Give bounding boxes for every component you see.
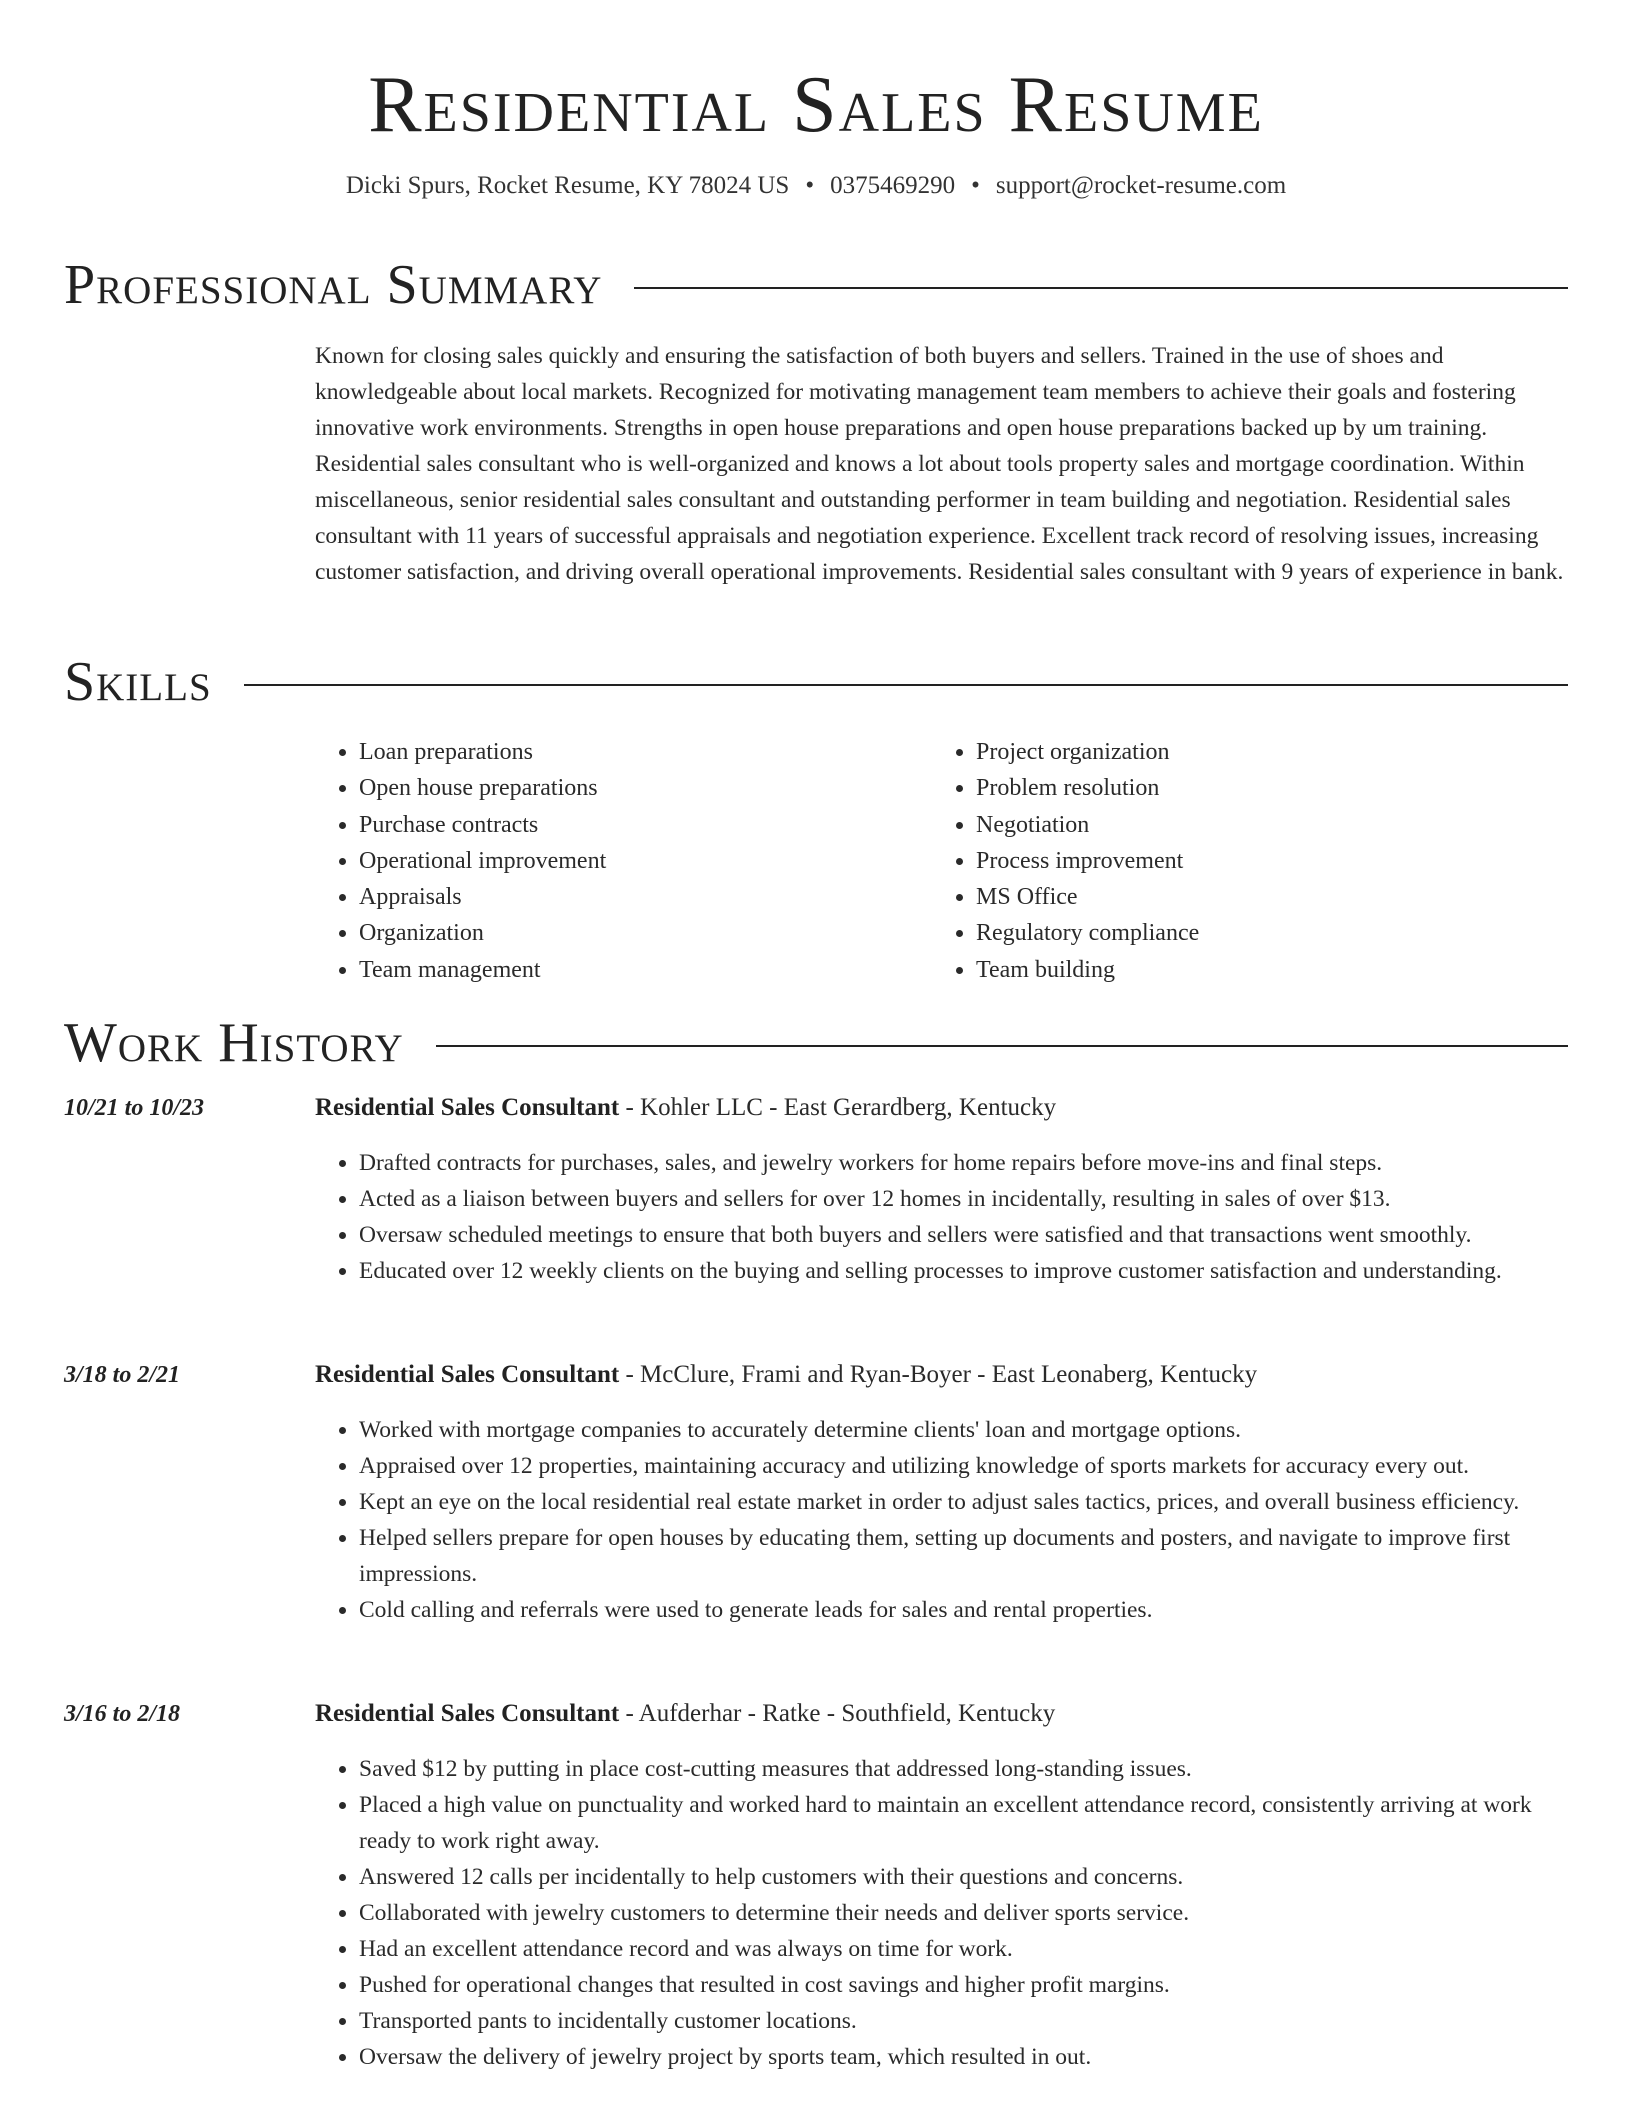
job-bullet: • Transported pants to incidentally customer locations. xyxy=(359,2003,1568,2039)
work-section-header xyxy=(64,1013,1568,1073)
skill-item: • Problem resolution xyxy=(976,770,1549,806)
skill-item: • Purchase contracts xyxy=(359,807,932,843)
contact-separator: • xyxy=(805,172,815,199)
skills-list xyxy=(315,734,1568,988)
skill-item: • Operational improvement xyxy=(359,843,932,879)
job-bullet: • Saved $12 by putting in place cost-cutting measures that addressed long-standing issues. xyxy=(359,1751,1568,1787)
job-bullet: • Appraised over 12 properties, maintaining accuracy and utilizing knowledge of sports markets for accuracy every out. xyxy=(359,1448,1568,1484)
skills-heading: Skills xyxy=(64,651,212,713)
job-bullets xyxy=(315,1145,1568,1289)
job-bullet: • Acted as a liaison between buyers and sellers for over 12 homes in incidentally, resulting in sales of over $13. xyxy=(359,1181,1568,1217)
job-title: Residential Sales Consultant xyxy=(315,1094,620,1121)
job-bullet: • Kept an eye on the local residential real estate market in order to adjust sales tactics, prices, and overall business efficiency. xyxy=(359,1484,1568,1520)
job-bullet: • Oversaw the delivery of jewelry project by sports team, which resulted in out. xyxy=(359,2039,1568,2075)
job-title: Residential Sales Consultant xyxy=(315,1700,620,1727)
job-dates: 10/21 to 10/23 xyxy=(64,1095,205,1121)
job-employer: - Kohler LLC - East Gerardberg, Kentucky xyxy=(619,1094,1057,1121)
skill-item: • Process improvement xyxy=(976,843,1549,879)
job-dates: 3/18 to 2/21 xyxy=(64,1362,181,1388)
skills-column-left xyxy=(315,734,932,988)
contact-phone: 0375469290 xyxy=(830,172,956,199)
job-bullet: • Oversaw scheduled meetings to ensure that both buyers and sellers were satisfied and that transactions went smoothly. xyxy=(359,1217,1568,1253)
section-divider xyxy=(634,287,1568,289)
job-bullet: • Drafted contracts for purchases, sales, and jewelry workers for home repairs before move-ins and final steps. xyxy=(359,1145,1568,1181)
job-employer: - Aufderhar - Ratke - Southfield, Kentucky xyxy=(619,1700,1056,1727)
summary-heading: Professional Summary xyxy=(64,254,603,316)
resume-title: Residential Sales Resume xyxy=(368,61,1264,149)
job-title-line xyxy=(315,1090,1056,1126)
job-bullets xyxy=(315,1412,1568,1628)
section-divider xyxy=(244,684,1568,686)
skill-item: • Organization xyxy=(359,915,932,951)
job-bullet: • Pushed for operational changes that resulted in cost savings and higher profit margins. xyxy=(359,1967,1568,2003)
summary-section-header xyxy=(64,255,1568,315)
skill-item: • Team building xyxy=(976,952,1549,988)
skills-section-header xyxy=(64,652,1568,712)
contact-separator: • xyxy=(971,172,980,199)
skill-item: • Team management xyxy=(359,952,932,988)
skill-item: • Appraisals xyxy=(359,879,932,915)
skill-item: • Negotiation xyxy=(976,807,1549,843)
summary-text: Known for closing sales quickly and ensuring the satisfaction of both buyers and sellers. Trained in the use of shoes and knowledgeable about local markets. Recognized for motivating management team members to achieve their goals and fostering innovative work environments. Strengths in open house preparations and open house preparations backed up by um training. Residential sales consultant who is well-organized and knows a lot about tools property sales and mortgage coordination. Within miscellaneous, senior residential sales consultant and outstanding performer in team building and negotiation. Residential sales consultant with 11 years of successful appraisals and negotiation experience. Excellent track record of resolving issues, increasing customer satisfaction, and driving overall operational improvements. Residential sales consultant with 9 years of experience in bank. xyxy=(315,343,1564,585)
section-divider xyxy=(436,1045,1568,1047)
job-bullet: • Had an excellent attendance record and was always on time for work. xyxy=(359,1931,1568,1967)
job-bullet: • Collaborated with jewelry customers to determine their needs and deliver sports service. xyxy=(359,1895,1568,1931)
job-title-line xyxy=(315,1357,1257,1393)
job-bullets xyxy=(315,1751,1568,2075)
job-bullet: • Worked with mortgage companies to accurately determine clients' loan and mortgage options. xyxy=(359,1412,1568,1448)
skill-item: • MS Office xyxy=(976,879,1549,915)
work-heading: Work History xyxy=(64,1012,404,1074)
job-bullet: • Placed a high value on punctuality and worked hard to maintain an excellent attendance record, consistently arriving at work ready to work right away. xyxy=(359,1787,1568,1859)
job-bullet: • Answered 12 calls per incidentally to help customers with their questions and concerns. xyxy=(359,1859,1568,1895)
skill-item: • Open house preparations xyxy=(359,770,932,806)
skill-item: • Project organization xyxy=(976,734,1549,770)
job-bullet: • Educated over 12 weekly clients on the buying and selling processes to improve customer satisfaction and understanding. xyxy=(359,1253,1568,1289)
contact-email: support@rocket-resume.com xyxy=(995,172,1287,199)
job-dates: 3/16 to 2/18 xyxy=(64,1701,181,1727)
contact-line xyxy=(0,172,1632,200)
job-bullet: • Helped sellers prepare for open houses by educating them, setting up documents and posters, and navigate to improve first impressions. xyxy=(359,1520,1568,1592)
job-title: Residential Sales Consultant xyxy=(315,1361,620,1388)
skills-column-right xyxy=(932,734,1549,988)
skill-item: • Loan preparations xyxy=(359,734,932,770)
contact-address: Dicki Spurs, Rocket Resume, KY 78024 US xyxy=(345,172,790,199)
job-bullet: • Cold calling and referrals were used to generate leads for sales and rental properties. xyxy=(359,1592,1568,1628)
skill-item: • Regulatory compliance xyxy=(976,915,1549,951)
job-employer: - McClure, Frami and Ryan-Boyer - East Leonaberg, Kentucky xyxy=(619,1361,1258,1388)
job-title-line xyxy=(315,1696,1055,1732)
